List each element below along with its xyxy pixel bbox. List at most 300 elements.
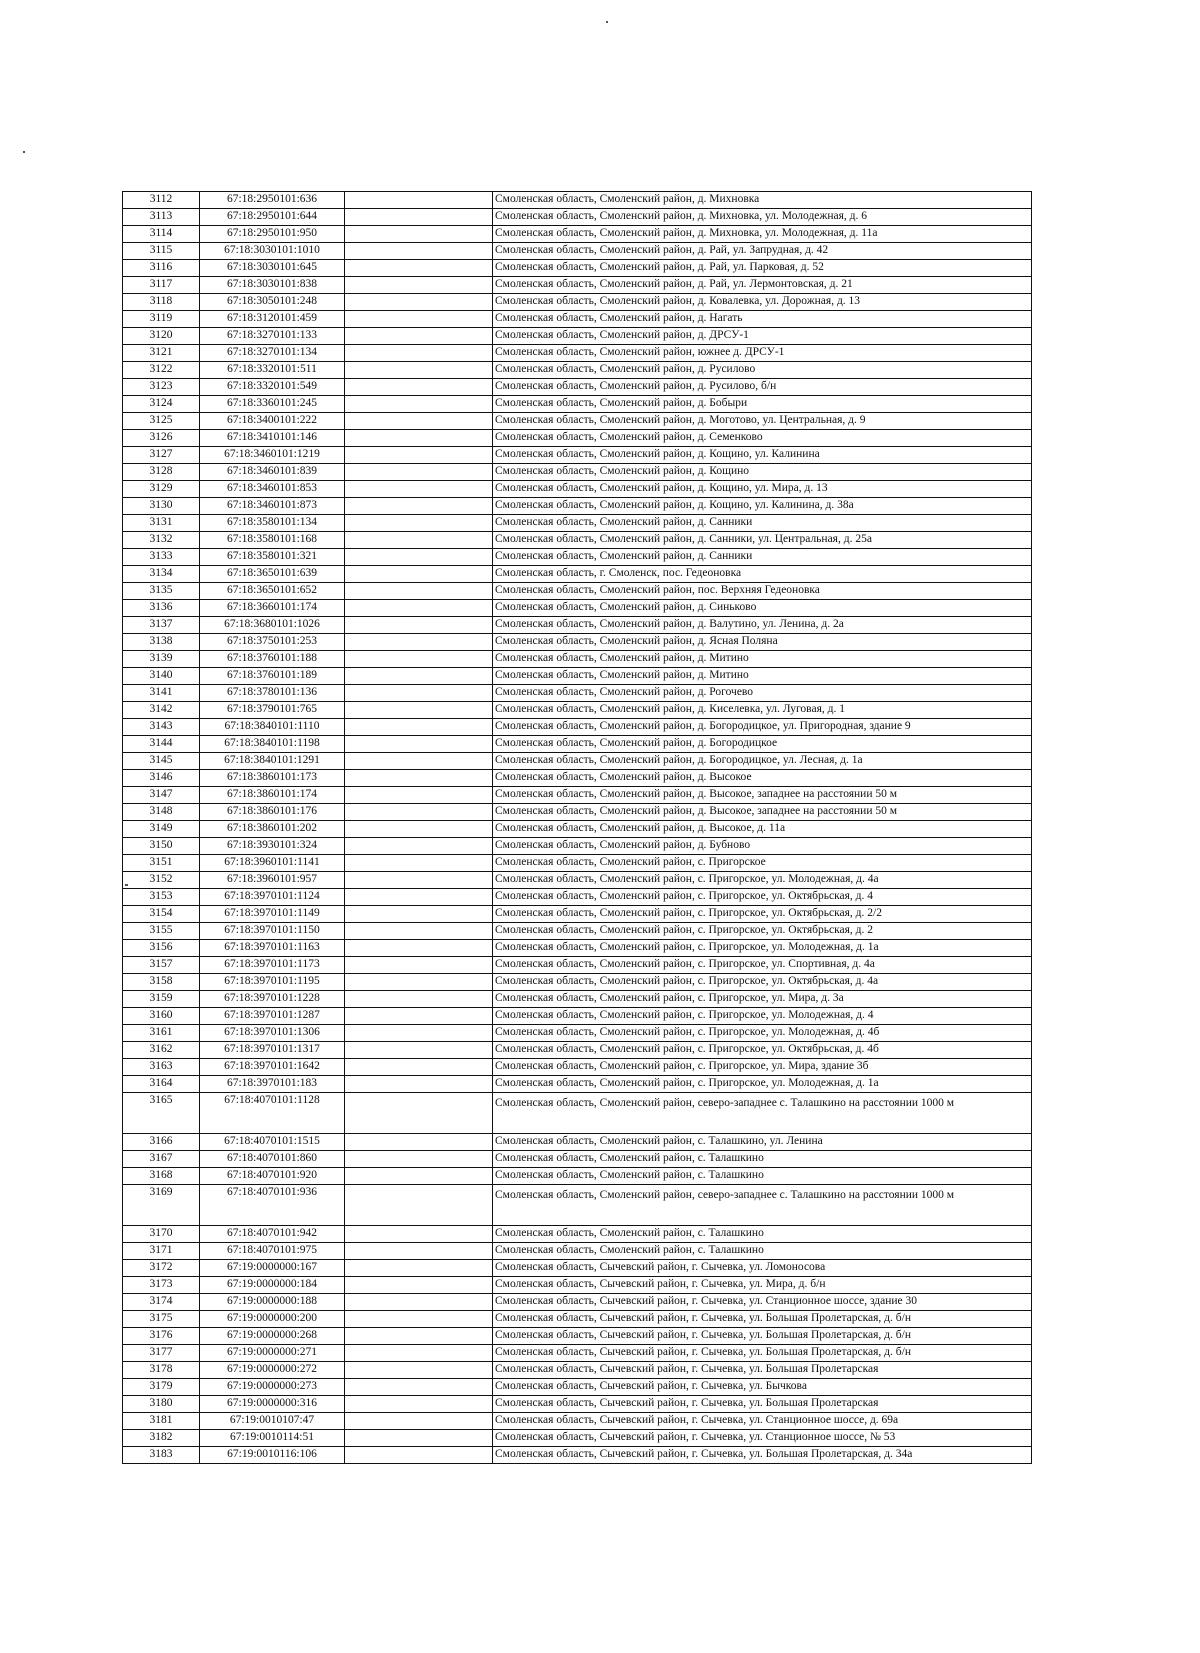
address-cell: Смоленская область, Смоленский район, с. Пригорское, ул. Октябрьская, д. 4б: [493, 1042, 1032, 1059]
table-row: [123, 549, 1032, 566]
row-number-cell: 3142: [123, 702, 200, 719]
table-row: [123, 974, 1032, 991]
empty-cell: [345, 685, 493, 702]
empty-cell: [345, 1413, 493, 1430]
table-row: [123, 362, 1032, 379]
address-cell: Смоленская область, Сычевский район, г. Сычевка, ул. Большая Пролетарская, д. б/н: [493, 1345, 1032, 1362]
row-number-cell: 3148: [123, 804, 200, 821]
empty-cell: [345, 566, 493, 583]
empty-cell: [345, 447, 493, 464]
table-row: [123, 838, 1032, 855]
address-cell: Смоленская область, Смоленский район, д. Рай, ул. Лермонтовская, д. 21: [493, 277, 1032, 294]
row-number-cell: 3179: [123, 1379, 200, 1396]
empty-cell: [345, 430, 493, 447]
table-row: [123, 1311, 1032, 1328]
cadastral-number-cell: 67:18:3750101:253: [200, 634, 345, 651]
row-number-cell: 3170: [123, 1226, 200, 1243]
address-cell: Смоленская область, Смоленский район, с. Пригорское, ул. Октябрьская, д. 2/2: [493, 906, 1032, 923]
empty-cell: [345, 617, 493, 634]
cadastral-number-cell: 67:18:3030101:838: [200, 277, 345, 294]
row-number-cell: 3155: [123, 923, 200, 940]
table-row: [123, 1093, 1032, 1134]
table-row: [123, 1328, 1032, 1345]
row-number-cell: 3132: [123, 532, 200, 549]
table-row: [123, 770, 1032, 787]
row-number-cell: 3167: [123, 1151, 200, 1168]
table-row: [123, 1362, 1032, 1379]
cadastral-number-cell: 67:19:0010116:106: [200, 1447, 345, 1464]
row-number-cell: 3123: [123, 379, 200, 396]
table-row: [123, 209, 1032, 226]
row-number-cell: 3114: [123, 226, 200, 243]
table-row: [123, 226, 1032, 243]
empty-cell: [345, 515, 493, 532]
table-row: [123, 1134, 1032, 1151]
row-number-cell: 3182: [123, 1430, 200, 1447]
row-number-cell: 3138: [123, 634, 200, 651]
cadastral-number-cell: 67:18:3460101:873: [200, 498, 345, 515]
empty-cell: [345, 838, 493, 855]
empty-cell: [345, 260, 493, 277]
table-row: [123, 1294, 1032, 1311]
address-cell: Смоленская область, Смоленский район, д. Высокое, западнее на расстоянии 50 м: [493, 787, 1032, 804]
row-number-cell: 3137: [123, 617, 200, 634]
cadastral-number-cell: 67:18:3960101:1141: [200, 855, 345, 872]
address-cell: Смоленская область, Смоленский район, д. Валутино, ул. Ленина, д. 2а: [493, 617, 1032, 634]
address-cell: Смоленская область, Смоленский район, с. Пригорское, ул. Молодежная, д. 4б: [493, 1025, 1032, 1042]
table-row: [123, 804, 1032, 821]
cadastral-number-cell: 67:18:3970101:1228: [200, 991, 345, 1008]
row-number-cell: 3133: [123, 549, 200, 566]
cadastral-number-cell: 67:18:3970101:1287: [200, 1008, 345, 1025]
table-row: [123, 345, 1032, 362]
cadastral-number-cell: 67:18:3970101:1317: [200, 1042, 345, 1059]
address-cell: Смоленская область, Смоленский район, д. Высокое, д. 11а: [493, 821, 1032, 838]
row-number-cell: 3121: [123, 345, 200, 362]
address-cell: Смоленская область, Сычевский район, г. Сычевка, ул. Бычкова: [493, 1379, 1032, 1396]
scan-speck: [23, 151, 25, 153]
empty-cell: [345, 736, 493, 753]
empty-cell: [345, 1025, 493, 1042]
row-number-cell: 3118: [123, 294, 200, 311]
cadastral-number-cell: 67:18:3960101:957: [200, 872, 345, 889]
table-row: [123, 668, 1032, 685]
cadastral-number-cell: 67:18:3860101:202: [200, 821, 345, 838]
table-row: [123, 583, 1032, 600]
table-row: [123, 1226, 1032, 1243]
scan-speck: [606, 21, 608, 23]
cadastral-number-cell: 67:18:4070101:1128: [200, 1093, 345, 1134]
empty-cell: [345, 889, 493, 906]
cadastral-number-cell: 67:19:0000000:200: [200, 1311, 345, 1328]
cadastral-number-cell: 67:18:4070101:860: [200, 1151, 345, 1168]
table-row: [123, 311, 1032, 328]
table-row: [123, 753, 1032, 770]
empty-cell: [345, 1226, 493, 1243]
empty-cell: [345, 464, 493, 481]
address-cell: Смоленская область, Смоленский район, с. Пригорское: [493, 855, 1032, 872]
cadastral-number-cell: 67:18:3970101:1124: [200, 889, 345, 906]
cadastral-number-cell: 67:18:3680101:1026: [200, 617, 345, 634]
cadastral-number-cell: 67:19:0000000:271: [200, 1345, 345, 1362]
address-cell: Смоленская область, Сычевский район, г. Сычевка, ул. Большая Пролетарская: [493, 1396, 1032, 1413]
cadastral-number-cell: 67:18:3400101:222: [200, 413, 345, 430]
empty-cell: [345, 1243, 493, 1260]
empty-cell: [345, 549, 493, 566]
address-cell: Смоленская область, Смоленский район, д. Семенково: [493, 430, 1032, 447]
empty-cell: [345, 1294, 493, 1311]
table-row: [123, 634, 1032, 651]
empty-cell: [345, 413, 493, 430]
row-number-cell: 3119: [123, 311, 200, 328]
cadastral-number-cell: 67:18:3970101:1642: [200, 1059, 345, 1076]
table-row: [123, 294, 1032, 311]
table-row: [123, 685, 1032, 702]
address-cell: Смоленская область, Смоленский район, д. Санники, ул. Центральная, д. 25а: [493, 532, 1032, 549]
cadastral-number-cell: 67:18:3660101:174: [200, 600, 345, 617]
cadastral-number-cell: 67:18:3970101:183: [200, 1076, 345, 1093]
address-cell: Смоленская область, г. Смоленск, пос. Гедеоновка: [493, 566, 1032, 583]
table-row: [123, 532, 1032, 549]
row-number-cell: 3157: [123, 957, 200, 974]
empty-cell: [345, 1277, 493, 1294]
row-number-cell: 3125: [123, 413, 200, 430]
address-cell: Смоленская область, Смоленский район, д. Рай, ул. Парковая, д. 52: [493, 260, 1032, 277]
empty-cell: [345, 379, 493, 396]
cadastral-number-cell: 67:18:4070101:942: [200, 1226, 345, 1243]
table-row: [123, 396, 1032, 413]
row-number-cell: 3149: [123, 821, 200, 838]
empty-cell: [345, 770, 493, 787]
cadastral-number-cell: 67:18:3580101:168: [200, 532, 345, 549]
cadastral-number-cell: 67:19:0000000:272: [200, 1362, 345, 1379]
empty-cell: [345, 498, 493, 515]
address-cell: Смоленская область, Смоленский район, северо-западнее с. Талашкино на расстоянии 1000 м: [493, 1185, 1032, 1226]
table-row: [123, 1379, 1032, 1396]
address-cell: Смоленская область, Смоленский район, д. Рай, ул. Запрудная, д. 42: [493, 243, 1032, 260]
address-cell: Смоленская область, Смоленский район, с. Пригорское, ул. Спортивная, д. 4а: [493, 957, 1032, 974]
row-number-cell: 3113: [123, 209, 200, 226]
empty-cell: [345, 1093, 493, 1134]
row-number-cell: 3151: [123, 855, 200, 872]
cadastral-number-cell: 67:18:4070101:920: [200, 1168, 345, 1185]
empty-cell: [345, 311, 493, 328]
empty-cell: [345, 702, 493, 719]
table-row: [123, 566, 1032, 583]
address-cell: Смоленская область, Смоленский район, с. Пригорское, ул. Молодежная, д. 4: [493, 1008, 1032, 1025]
address-cell: Смоленская область, Сычевский район, г. Сычевка, ул. Большая Пролетарская: [493, 1362, 1032, 1379]
row-number-cell: 3172: [123, 1260, 200, 1277]
table-row: [123, 1396, 1032, 1413]
row-number-cell: 3163: [123, 1059, 200, 1076]
row-number-cell: 3144: [123, 736, 200, 753]
table-row: [123, 1059, 1032, 1076]
address-cell: Смоленская область, Смоленский район, д. Михновка, ул. Молодежная, д. 6: [493, 209, 1032, 226]
cadastral-number-cell: 67:19:0000000:316: [200, 1396, 345, 1413]
cadastral-number-cell: 67:18:3860101:176: [200, 804, 345, 821]
address-cell: Смоленская область, Смоленский район, д. Богородицкое, ул. Пригородная, здание 9: [493, 719, 1032, 736]
address-cell: Смоленская область, Смоленский район, д. ДРСУ-1: [493, 328, 1032, 345]
table-row: [123, 821, 1032, 838]
empty-cell: [345, 600, 493, 617]
empty-cell: [345, 634, 493, 651]
cadastral-number-cell: 67:18:3840101:1198: [200, 736, 345, 753]
table-row: [123, 1277, 1032, 1294]
cadastral-number-cell: 67:18:3790101:765: [200, 702, 345, 719]
table-row: [123, 1260, 1032, 1277]
cadastral-registry-table: [122, 191, 1032, 1464]
cadastral-number-cell: 67:18:3580101:321: [200, 549, 345, 566]
row-number-cell: 3156: [123, 940, 200, 957]
empty-cell: [345, 362, 493, 379]
empty-cell: [345, 192, 493, 209]
address-cell: Смоленская область, Смоленский район, с. Пригорское, ул. Октябрьская, д. 4а: [493, 974, 1032, 991]
empty-cell: [345, 923, 493, 940]
row-number-cell: 3120: [123, 328, 200, 345]
address-cell: Смоленская область, Смоленский район, д. Кощино: [493, 464, 1032, 481]
cadastral-number-cell: 67:18:3970101:1306: [200, 1025, 345, 1042]
table-row: [123, 1430, 1032, 1447]
table-row: [123, 702, 1032, 719]
row-number-cell: 3177: [123, 1345, 200, 1362]
address-cell: Смоленская область, Смоленский район, д. Нагать: [493, 311, 1032, 328]
address-cell: Смоленская область, Смоленский район, д. Синьково: [493, 600, 1032, 617]
address-cell: Смоленская область, Смоленский район, д. Кощино, ул. Мира, д. 13: [493, 481, 1032, 498]
empty-cell: [345, 1430, 493, 1447]
cadastral-number-cell: 67:18:3760101:188: [200, 651, 345, 668]
table-row: [123, 872, 1032, 889]
address-cell: Смоленская область, Смоленский район, пос. Верхняя Гедеоновка: [493, 583, 1032, 600]
row-number-cell: 3134: [123, 566, 200, 583]
address-cell: Смоленская область, Смоленский район, д. Киселевка, ул. Луговая, д. 1: [493, 702, 1032, 719]
row-number-cell: 3140: [123, 668, 200, 685]
empty-cell: [345, 1042, 493, 1059]
table-row: [123, 1447, 1032, 1464]
table-row: [123, 600, 1032, 617]
row-number-cell: 3175: [123, 1311, 200, 1328]
table-row: [123, 940, 1032, 957]
table-row: [123, 719, 1032, 736]
cadastral-number-cell: 67:18:3970101:1163: [200, 940, 345, 957]
table-row: [123, 855, 1032, 872]
empty-cell: [345, 1447, 493, 1464]
empty-cell: [345, 957, 493, 974]
table-row: [123, 1042, 1032, 1059]
empty-cell: [345, 1134, 493, 1151]
address-cell: Смоленская область, Смоленский район, д. Русилово, б/н: [493, 379, 1032, 396]
address-cell: Смоленская область, Смоленский район, д. Бубново: [493, 838, 1032, 855]
address-cell: Смоленская область, Смоленский район, д. Моготово, ул. Центральная, д. 9: [493, 413, 1032, 430]
row-number-cell: 3181: [123, 1413, 200, 1430]
row-number-cell: 3174: [123, 1294, 200, 1311]
address-cell: Смоленская область, Смоленский район, д. Высокое, западнее на расстоянии 50 м: [493, 804, 1032, 821]
empty-cell: [345, 1076, 493, 1093]
empty-cell: [345, 753, 493, 770]
cadastral-number-cell: 67:18:3050101:248: [200, 294, 345, 311]
empty-cell: [345, 1151, 493, 1168]
table-row: [123, 651, 1032, 668]
row-number-cell: 3166: [123, 1134, 200, 1151]
empty-cell: [345, 940, 493, 957]
row-number-cell: 3131: [123, 515, 200, 532]
empty-cell: [345, 668, 493, 685]
cadastral-number-cell: 67:19:0010114:51: [200, 1430, 345, 1447]
row-number-cell: 3161: [123, 1025, 200, 1042]
cadastral-number-cell: 67:18:3780101:136: [200, 685, 345, 702]
cadastral-number-cell: 67:18:2950101:950: [200, 226, 345, 243]
row-number-cell: 3171: [123, 1243, 200, 1260]
row-number-cell: 3117: [123, 277, 200, 294]
cadastral-number-cell: 67:19:0010107:47: [200, 1413, 345, 1430]
table-row: [123, 957, 1032, 974]
table-row: [123, 1345, 1032, 1362]
cadastral-number-cell: 67:19:0000000:167: [200, 1260, 345, 1277]
table-row: [123, 447, 1032, 464]
table-row: [123, 923, 1032, 940]
cadastral-number-cell: 67:18:3860101:174: [200, 787, 345, 804]
cadastral-number-cell: 67:18:3460101:1219: [200, 447, 345, 464]
table-row: [123, 1151, 1032, 1168]
cadastral-number-cell: 67:19:0000000:188: [200, 1294, 345, 1311]
empty-cell: [345, 1260, 493, 1277]
row-number-cell: 3178: [123, 1362, 200, 1379]
table-row: [123, 379, 1032, 396]
row-number-cell: 3115: [123, 243, 200, 260]
address-cell: Смоленская область, Смоленский район, д. Высокое: [493, 770, 1032, 787]
cadastral-number-cell: 67:18:3970101:1173: [200, 957, 345, 974]
empty-cell: [345, 243, 493, 260]
row-number-cell: 3145: [123, 753, 200, 770]
table-row: [123, 413, 1032, 430]
address-cell: Смоленская область, Сычевский район, г. Сычевка, ул. Станционное шоссе, д. 69а: [493, 1413, 1032, 1430]
empty-cell: [345, 396, 493, 413]
address-cell: Смоленская область, Смоленский район, с. Пригорское, ул. Молодежная, д. 1а: [493, 1076, 1032, 1093]
table-row: [123, 617, 1032, 634]
table-row: [123, 991, 1032, 1008]
address-cell: Смоленская область, Смоленский район, д. Бобыри: [493, 396, 1032, 413]
empty-cell: [345, 294, 493, 311]
cadastral-number-cell: 67:18:2950101:636: [200, 192, 345, 209]
table-row: [123, 736, 1032, 753]
cadastral-number-cell: 67:18:3840101:1110: [200, 719, 345, 736]
table-row: [123, 1243, 1032, 1260]
table-row: [123, 1076, 1032, 1093]
address-cell: Смоленская область, Смоленский район, с. Талашкино, ул. Ленина: [493, 1134, 1032, 1151]
address-cell: Смоленская область, Смоленский район, д. Богородицкое: [493, 736, 1032, 753]
cadastral-number-cell: 67:18:3970101:1150: [200, 923, 345, 940]
address-cell: Смоленская область, Смоленский район, д. Санники: [493, 549, 1032, 566]
row-number-cell: 3173: [123, 1277, 200, 1294]
row-number-cell: 3130: [123, 498, 200, 515]
row-number-cell: 3159: [123, 991, 200, 1008]
address-cell: Смоленская область, Смоленский район, с. Талашкино: [493, 1168, 1032, 1185]
address-cell: Смоленская область, Смоленский район, с. Талашкино: [493, 1243, 1032, 1260]
cadastral-number-cell: 67:18:3580101:134: [200, 515, 345, 532]
cadastral-number-cell: 67:18:3460101:853: [200, 481, 345, 498]
empty-cell: [345, 1328, 493, 1345]
cadastral-number-cell: 67:18:4070101:936: [200, 1185, 345, 1226]
table-row: [123, 1025, 1032, 1042]
row-number-cell: 3124: [123, 396, 200, 413]
address-cell: Смоленская область, Смоленский район, д. Михновка, ул. Молодежная, д. 11а: [493, 226, 1032, 243]
row-number-cell: 3160: [123, 1008, 200, 1025]
row-number-cell: 3126: [123, 430, 200, 447]
address-cell: Смоленская область, Сычевский район, г. Сычевка, ул. Станционное шоссе, здание 30: [493, 1294, 1032, 1311]
empty-cell: [345, 872, 493, 889]
address-cell: Смоленская область, Смоленский район, с. Пригорское, ул. Мира, д. 3а: [493, 991, 1032, 1008]
address-cell: Смоленская область, Сычевский район, г. Сычевка, ул. Большая Пролетарская, д. б/н: [493, 1328, 1032, 1345]
address-cell: Смоленская область, Смоленский район, с. Пригорское, ул. Октябрьская, д. 2: [493, 923, 1032, 940]
table-row: [123, 430, 1032, 447]
empty-cell: [345, 226, 493, 243]
cadastral-number-cell: 67:18:3030101:645: [200, 260, 345, 277]
table-row: [123, 464, 1032, 481]
cadastral-number-cell: 67:18:3270101:134: [200, 345, 345, 362]
cadastral-number-cell: 67:18:4070101:975: [200, 1243, 345, 1260]
cadastral-number-cell: 67:18:3270101:133: [200, 328, 345, 345]
table-row: [123, 906, 1032, 923]
cadastral-number-cell: 67:18:3650101:652: [200, 583, 345, 600]
row-number-cell: 3129: [123, 481, 200, 498]
empty-cell: [345, 481, 493, 498]
address-cell: Смоленская область, Смоленский район, д. Санники: [493, 515, 1032, 532]
empty-cell: [345, 651, 493, 668]
row-number-cell: 3136: [123, 600, 200, 617]
address-cell: Смоленская область, Смоленский район, с. Талашкино: [493, 1151, 1032, 1168]
empty-cell: [345, 974, 493, 991]
table-row: [123, 787, 1032, 804]
row-number-cell: 3176: [123, 1328, 200, 1345]
address-cell: Смоленская область, Смоленский район, д. Русилово: [493, 362, 1032, 379]
cadastral-number-cell: 67:18:3970101:1195: [200, 974, 345, 991]
cadastral-number-cell: 67:18:3360101:245: [200, 396, 345, 413]
cadastral-number-cell: 67:18:2950101:644: [200, 209, 345, 226]
address-cell: Смоленская область, Смоленский район, с. Пригорское, ул. Мира, здание 3б: [493, 1059, 1032, 1076]
table-row: [123, 243, 1032, 260]
cadastral-number-cell: 67:18:3460101:839: [200, 464, 345, 481]
row-number-cell: 3164: [123, 1076, 200, 1093]
address-cell: Смоленская область, Сычевский район, г. Сычевка, ул. Большая Пролетарская, д. б/н: [493, 1311, 1032, 1328]
address-cell: Смоленская область, Смоленский район, д. Ковалевка, ул. Дорожная, д. 13: [493, 294, 1032, 311]
address-cell: Смоленская область, Смоленский район, д. Митино: [493, 651, 1032, 668]
empty-cell: [345, 277, 493, 294]
cadastral-number-cell: 67:18:3840101:1291: [200, 753, 345, 770]
cadastral-number-cell: 67:18:4070101:1515: [200, 1134, 345, 1151]
cadastral-number-cell: 67:18:3120101:459: [200, 311, 345, 328]
row-number-cell: 3146: [123, 770, 200, 787]
empty-cell: [345, 1345, 493, 1362]
row-number-cell: 3162: [123, 1042, 200, 1059]
row-number-cell: 3168: [123, 1168, 200, 1185]
row-number-cell: 3158: [123, 974, 200, 991]
address-cell: Смоленская область, Смоленский район, д. Рогочево: [493, 685, 1032, 702]
empty-cell: [345, 209, 493, 226]
row-number-cell: 3154: [123, 906, 200, 923]
table-row: [123, 192, 1032, 209]
cadastral-number-cell: 67:18:3320101:549: [200, 379, 345, 396]
table-row: [123, 328, 1032, 345]
table-row: [123, 1168, 1032, 1185]
cadastral-number-cell: 67:18:3860101:173: [200, 770, 345, 787]
empty-cell: [345, 906, 493, 923]
row-number-cell: 3147: [123, 787, 200, 804]
row-number-cell: 3150: [123, 838, 200, 855]
empty-cell: [345, 1185, 493, 1226]
empty-cell: [345, 1168, 493, 1185]
address-cell: Смоленская область, Смоленский район, с. Пригорское, ул. Молодежная, д. 4а: [493, 872, 1032, 889]
empty-cell: [345, 787, 493, 804]
row-number-cell: 3183: [123, 1447, 200, 1464]
